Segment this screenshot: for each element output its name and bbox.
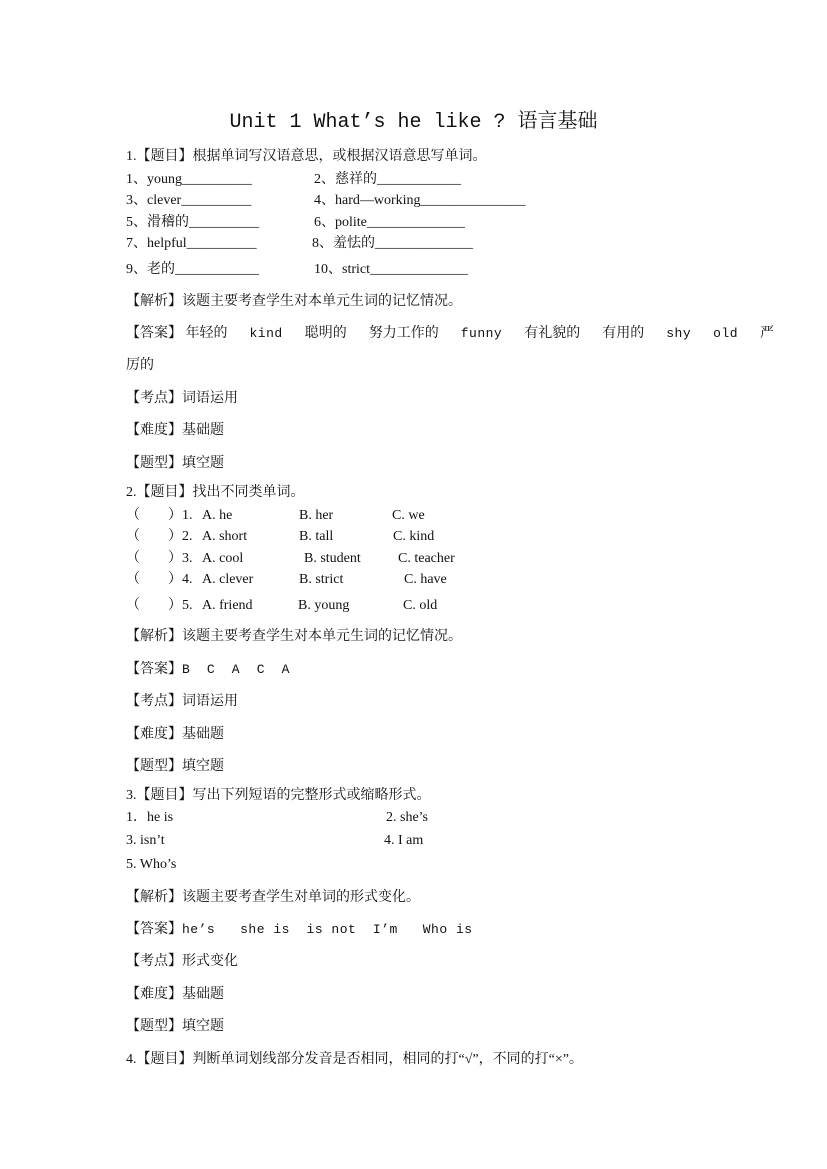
q2-option-c: C. have <box>404 572 447 587</box>
q1-item: 9、老的____________ <box>126 262 259 277</box>
q3-item: 4. I am <box>384 833 424 848</box>
q1-answer <box>126 325 775 342</box>
q1-prompt: 1.【题目】根据单词写汉语意思，或根据汉语意思写单词。 <box>126 149 487 164</box>
answer-part: 聪明的 <box>304 326 347 341</box>
q3-item: 3. isn’t <box>126 833 165 848</box>
q3-item: 2. she’s <box>386 810 428 825</box>
q2-option-a: A. friend <box>202 598 253 613</box>
q2-row-number: （ ）2. <box>126 529 193 544</box>
q2-row-number: （ ）4. <box>126 572 193 587</box>
q1-item: 10、strict______________ <box>314 262 468 277</box>
q1-nandu: 【难度】基础题 <box>126 423 224 438</box>
answer-part: 有用的 <box>602 326 645 341</box>
q2-kaodian: 【考点】词语运用 <box>126 694 238 709</box>
q2-tixing: 【题型】填空题 <box>126 759 224 774</box>
answer-label: 【答案】 <box>126 662 182 677</box>
q2-row-number: （ ）5. <box>126 598 193 613</box>
q2-option-b: B. tall <box>299 529 334 544</box>
q3-item: 5. Who’s <box>126 857 177 872</box>
q2-option-a: A. cool <box>202 551 244 566</box>
q2-option-a: A. clever <box>202 572 254 587</box>
q3-nandu: 【难度】基础题 <box>126 987 224 1002</box>
q1-answer-continued: 厉的 <box>126 358 154 373</box>
q1-item: 2、慈祥的____________ <box>314 172 461 187</box>
q3-item: 1．he is <box>126 810 174 825</box>
answer-part: 有礼貌的 <box>524 326 581 341</box>
q2-analysis: 【解析】该题主要考查学生对本单元生词的记忆情况。 <box>126 629 462 644</box>
q2-option-c: C. old <box>403 598 438 613</box>
page-title: Unit 1 What’s he like ? 语言基础 <box>229 111 598 134</box>
q3-kaodian: 【考点】形式变化 <box>126 954 238 969</box>
q2-option-a: A. he <box>202 508 233 523</box>
q2-option-c: C. teacher <box>398 551 455 566</box>
q1-item: 1、young__________ <box>126 172 252 187</box>
q3-analysis: 【解析】该题主要考查学生对单词的形式变化。 <box>126 890 420 905</box>
q3-prompt: 3.【题目】写出下列短语的完整形式或缩略形式。 <box>126 788 431 803</box>
q1-item: 7、helpful__________ <box>126 236 257 251</box>
answer-label: 【答案】 <box>126 326 182 341</box>
q2-prompt: 2.【题目】找出不同类单词。 <box>126 485 305 500</box>
q2-option-b: B. strict <box>299 572 344 587</box>
q1-kaodian: 【考点】词语运用 <box>126 391 238 406</box>
q2-answer <box>126 661 290 678</box>
answer-part: shy <box>666 326 692 341</box>
q2-option-a: A. short <box>202 529 248 544</box>
q3-answer <box>126 921 473 938</box>
q2-option-c: C. kind <box>393 529 435 544</box>
q4-prompt: 4.【题目】判断单词划线部分发音是否相同，相同的打“√”，不同的打“×”。 <box>126 1052 583 1067</box>
q2-option-b: B. her <box>299 508 334 523</box>
q2-option-c: C. we <box>392 508 425 523</box>
answer-part: kind <box>249 326 283 341</box>
q3-tixing: 【题型】填空题 <box>126 1019 224 1034</box>
q1-item: 3、clever__________ <box>126 193 252 208</box>
q1-analysis: 【解析】该题主要考查学生对本单元生词的记忆情况。 <box>126 294 462 309</box>
answer-label: 【答案】 <box>126 922 182 937</box>
answer-part: 努力工作的 <box>368 326 439 341</box>
answer-part: 年轻的 <box>185 326 228 341</box>
q1-item: 4、hard—working_______________ <box>314 193 526 208</box>
q2-option-b: B. young <box>298 598 350 613</box>
q2-row-number: （ ）1. <box>126 508 193 523</box>
q1-tixing: 【题型】填空题 <box>126 456 224 471</box>
answer-text: he’s she is is not I’m Who is <box>182 922 473 937</box>
answer-part: 严 <box>760 326 775 341</box>
q2-row-number: （ ）3. <box>126 551 193 566</box>
q1-item: 5、滑稽的__________ <box>126 215 259 230</box>
q2-option-b: B. student <box>304 551 361 566</box>
answer-part: funny <box>460 326 503 341</box>
answer-text: B C A C A <box>182 662 290 677</box>
q1-item: 8、羞怯的______________ <box>312 236 473 251</box>
q1-item: 6、polite______________ <box>314 215 465 230</box>
answer-part: old <box>713 326 739 341</box>
q2-nandu: 【难度】基础题 <box>126 727 224 742</box>
